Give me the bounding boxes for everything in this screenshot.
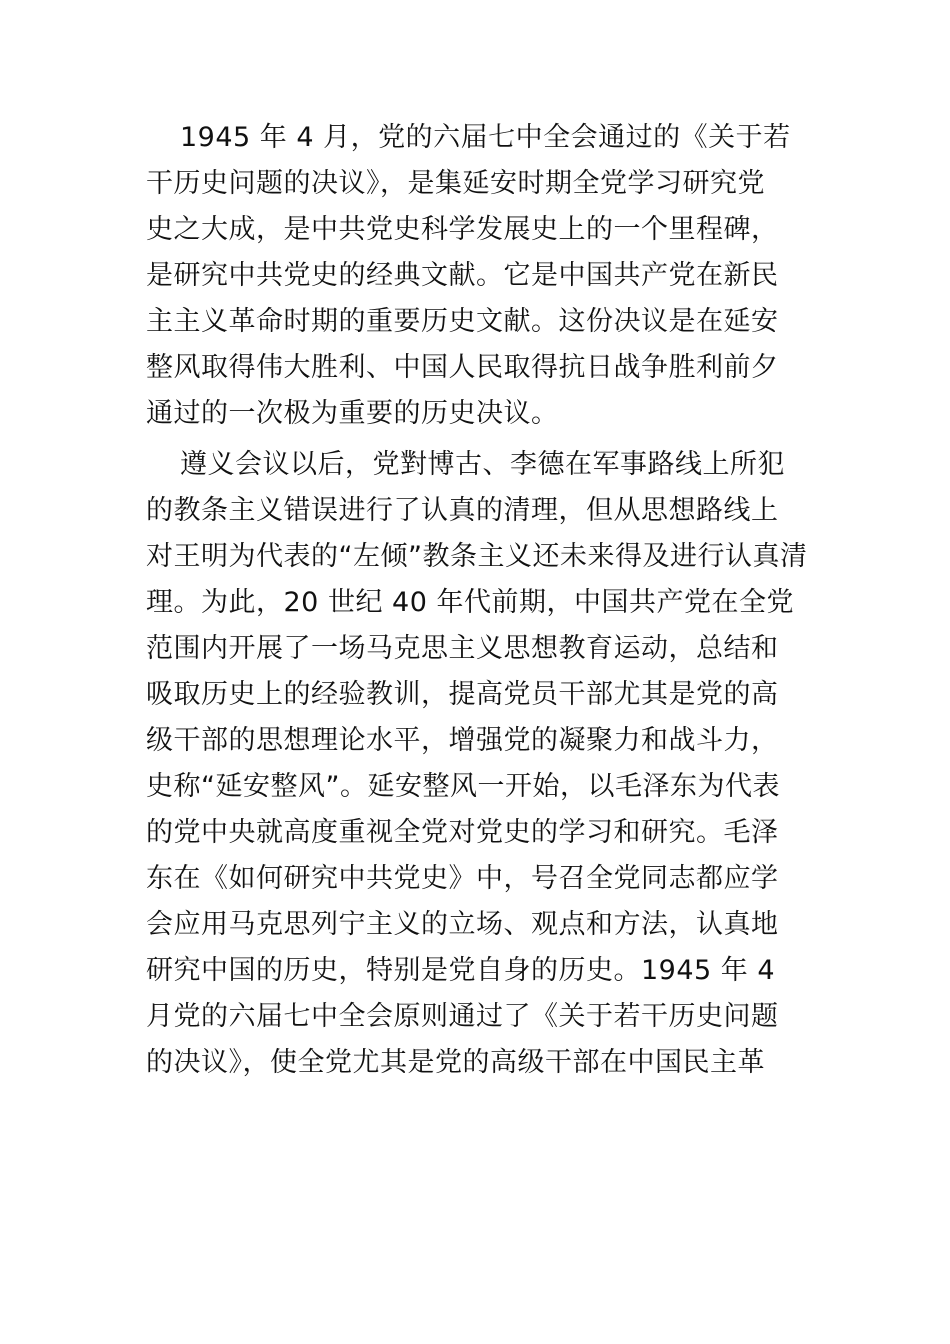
paragraph-line: 理。为此，20 世纪 40 年代前期，中国共产党在全党 <box>146 587 794 618</box>
paragraph-line: 会应用马克思列宁主义的立场、观点和方法，认真地 <box>146 909 779 940</box>
paragraph-line: 范围内开展了一场马克思主义思想教育运动，总结和 <box>146 633 779 664</box>
paragraph-line: 东在《如何研究中共党史》中，号召全党同志都应学 <box>146 863 779 894</box>
paragraph-line: 通过的一次极为重要的历史决议。 <box>146 398 559 429</box>
paragraph-line: 的党中央就高度重视全党对党史的学习和研究。毛泽 <box>146 817 779 848</box>
paragraph-line: 1945 年 4 月，党的六届七中全会通过的《关于若 <box>180 122 791 153</box>
paragraph-line: 干历史问题的决议》，是集延安时期全党学习研究党 <box>146 168 765 199</box>
paragraph-line: 史之大成，是中共党史科学发展史上的一个里程碑， <box>146 214 779 245</box>
paragraph-2 <box>146 442 808 1086</box>
paragraph-line: 吸取历史上的经验教训，提高党员干部尤其是党的高 <box>146 679 779 710</box>
paragraph-line: 的教条主义错误进行了认真的清理，但从思想路线上 <box>146 495 779 526</box>
paragraph-line: 的决议》，使全党尤其是党的高级干部在中国民主革 <box>146 1047 765 1078</box>
paragraph-line: 月党的六届七中全会原则通过了《关于若干历史问题 <box>146 1001 779 1032</box>
paragraph-line: 主主义革命时期的重要历史文献。这份决议是在延安 <box>146 306 779 337</box>
paragraph-line: 是研究中共党史的经典文献。它是中国共产党在新民 <box>146 260 779 291</box>
paragraph-line: 史称“延安整风”。延安整风一开始，以毛泽东为代表 <box>146 771 780 802</box>
paragraph-line: 遵义会议以后，党對博古、李德在军事路线上所犯 <box>180 449 785 480</box>
paragraph-1 <box>146 115 808 437</box>
paragraph-line: 级干部的思想理论水平，增强党的凝聚力和战斗力， <box>146 725 779 756</box>
paragraph-line: 整风取得伟大胜利、中国人民取得抗日战争胜利前夕 <box>146 352 779 383</box>
paragraph-line: 研究中国的历史，特别是党自身的历史。1945 年 4 <box>146 955 776 986</box>
paragraph-line: 对王明为代表的“左倾”教条主义还未来得及进行认真清 <box>146 541 808 572</box>
